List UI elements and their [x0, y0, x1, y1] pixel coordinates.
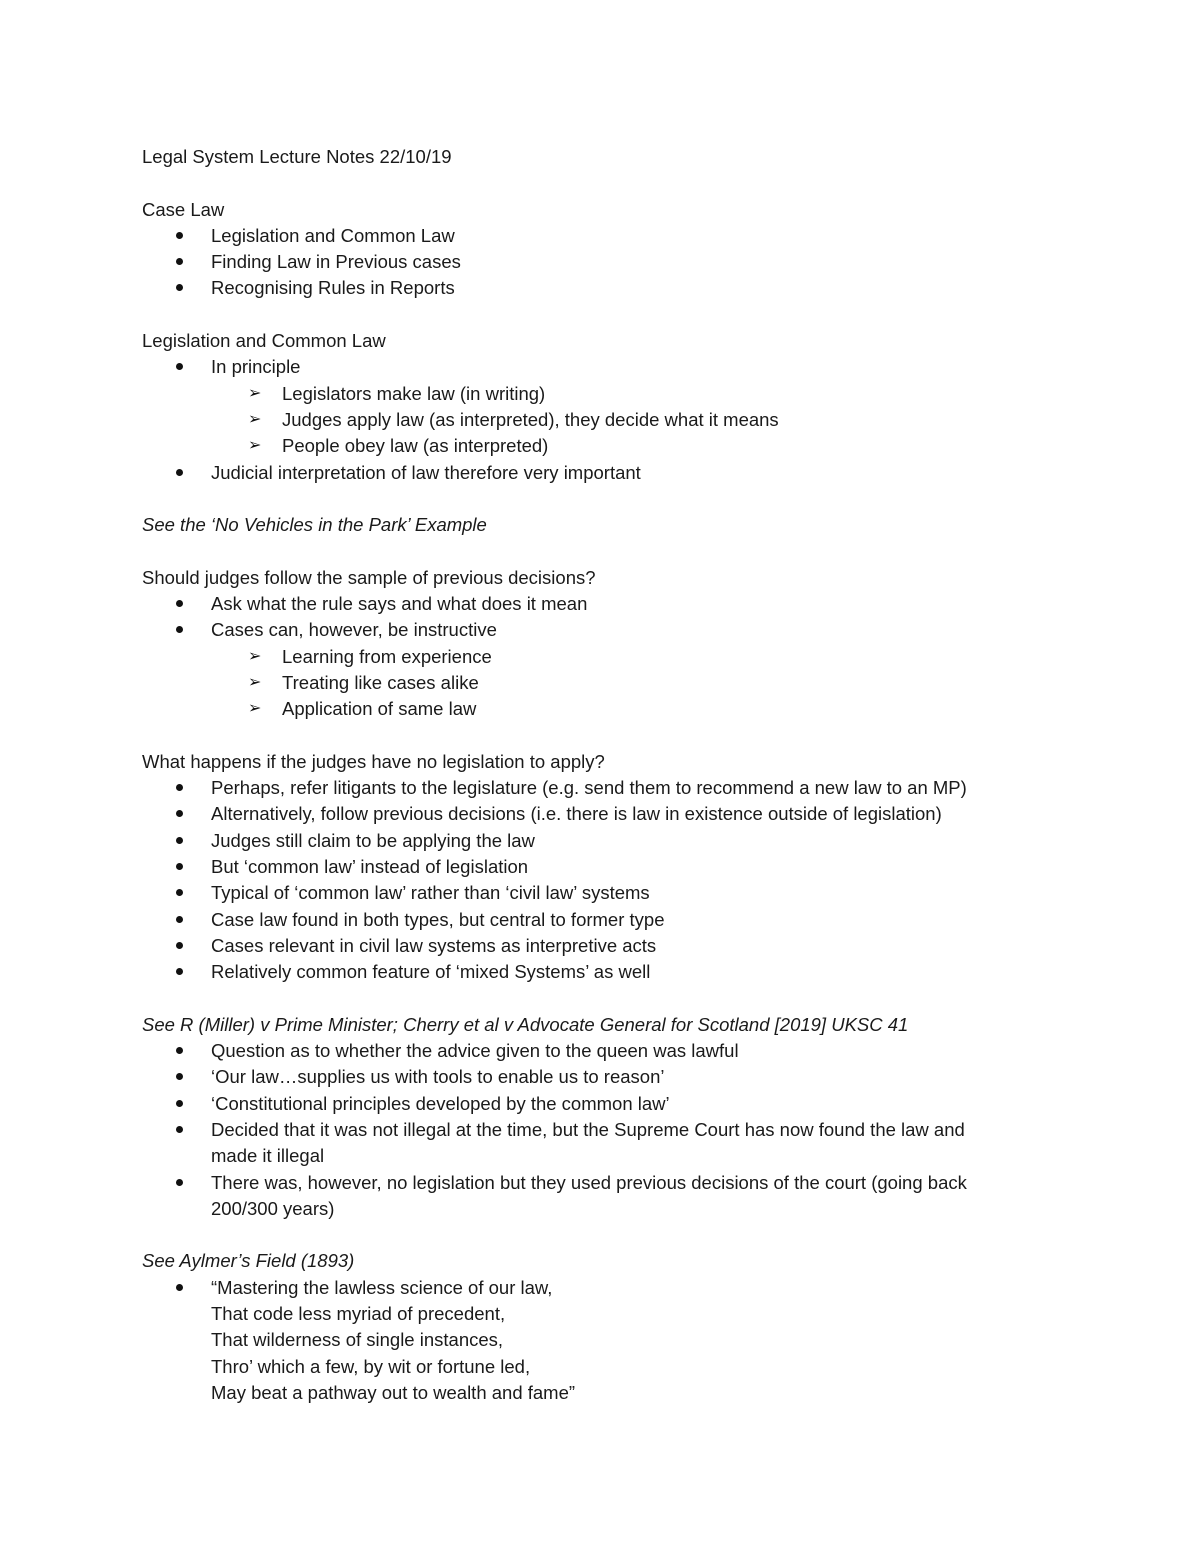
aylmer-heading: See Aylmer’s Field (1893) — [142, 1250, 355, 1272]
list-item-continuation: 200/300 years) — [211, 1197, 335, 1219]
bullet-icon — [176, 1100, 183, 1107]
arrow-bullet-icon: ➢ — [248, 384, 262, 402]
sub-list-item: ➢ Learning from experience — [142, 644, 1042, 670]
list-item: ‘Constitutional principles developed by the common law’ — [142, 1091, 1042, 1117]
list-item: Question as to whether the advice given to the queen was lawful — [142, 1038, 1042, 1064]
list-item: Recognising Rules in Reports — [142, 275, 1042, 301]
verse-line: That wilderness of single instances, — [211, 1329, 504, 1351]
arrow-bullet-icon: ➢ — [248, 673, 262, 691]
verse-line: “Mastering the lawless science of our law, — [142, 1275, 1042, 1301]
list-item: Cases can, however, be instructive — [142, 617, 1042, 643]
list-item: Decided that it was not illegal at the time, but the Supreme Court has now found the law and — [142, 1117, 1042, 1143]
bullet-icon — [176, 837, 183, 844]
list-item: Ask what the rule says and what does it mean — [142, 591, 1042, 617]
bullet-icon — [176, 863, 183, 870]
bullet-icon — [176, 363, 183, 370]
sub-list-item: ➢ Legislators make law (in writing) — [142, 381, 1042, 407]
bullet-icon — [176, 284, 183, 291]
arrow-bullet-icon: ➢ — [248, 437, 262, 455]
sub-list-item: ➢ Judges apply law (as interpreted), they decide what it means — [142, 407, 1042, 433]
list-item: Cases relevant in civil law systems as interpretive acts — [142, 933, 1042, 959]
legislation-heading: Legislation and Common Law — [142, 330, 386, 352]
list-item: Finding Law in Previous cases — [142, 249, 1042, 275]
bullet-icon — [176, 784, 183, 791]
sub-list-item: ➢ Treating like cases alike — [142, 670, 1042, 696]
bullet-icon — [176, 469, 183, 476]
arrow-bullet-icon: ➢ — [248, 700, 262, 718]
list-item: Perhaps, refer litigants to the legislature (e.g. send them to recommend a new law to an MP) — [142, 775, 1042, 801]
list-item: But ‘common law’ instead of legislation — [142, 854, 1042, 880]
verse-line: Thro’ which a few, by wit or fortune led, — [211, 1355, 531, 1377]
bullet-icon — [176, 626, 183, 633]
bullet-icon — [176, 1073, 183, 1080]
list-item: There was, however, no legislation but they used previous decisions of the court (going back — [142, 1170, 1042, 1196]
bullet-icon — [176, 1047, 183, 1054]
document-page — [142, 144, 1042, 1406]
list-item: Typical of ‘common law’ rather than ‘civil law’ systems — [142, 880, 1042, 906]
bullet-icon — [176, 968, 183, 975]
list-item: ‘Our law…supplies us with tools to enable us to reason’ — [142, 1064, 1042, 1090]
list-item: Case law found in both types, but central to former type — [142, 907, 1042, 933]
list-item: Relatively common feature of ‘mixed Systems’ as well — [142, 959, 1042, 985]
bullet-icon — [176, 600, 183, 607]
should-judges-heading: Should judges follow the sample of previous decisions? — [142, 566, 596, 588]
verse-line: May beat a pathway out to wealth and fame” — [211, 1381, 576, 1403]
sub-list-item: ➢ Application of same law — [142, 696, 1042, 722]
bullet-icon — [176, 916, 183, 923]
bullet-icon — [176, 942, 183, 949]
bullet-icon — [176, 1179, 183, 1186]
list-item: Legislation and Common Law — [142, 223, 1042, 249]
list-item: Alternatively, follow previous decisions (i.e. there is law in existence outside of legislation) — [142, 801, 1042, 827]
sub-list-item: ➢ People obey law (as interpreted) — [142, 433, 1042, 459]
list-item-continuation: made it illegal — [211, 1145, 325, 1167]
bullet-icon — [176, 232, 183, 239]
bullet-icon — [176, 258, 183, 265]
bullet-icon — [176, 889, 183, 896]
what-happens-heading: What happens if the judges have no legislation to apply? — [142, 750, 605, 772]
document-title: Legal System Lecture Notes 22/10/19 — [142, 146, 452, 167]
bullet-icon — [176, 810, 183, 817]
verse-line: That code less myriad of precedent, — [211, 1303, 506, 1325]
bullet-icon — [176, 1284, 183, 1291]
list-item: Judicial interpretation of law therefore very important — [142, 460, 1042, 486]
arrow-bullet-icon: ➢ — [248, 647, 262, 665]
list-item: Judges still claim to be applying the law — [142, 828, 1042, 854]
bullet-icon — [176, 1126, 183, 1133]
see-park-example: See the ‘No Vehicles in the Park’ Example — [142, 514, 487, 536]
arrow-bullet-icon: ➢ — [248, 410, 262, 428]
list-item: In principle — [142, 354, 1042, 380]
miller-case-heading: See R (Miller) v Prime Minister; Cherry et al v Advocate General for Scotland [2019] UKSC 41 — [142, 1013, 909, 1035]
case-law-heading: Case Law — [142, 198, 225, 220]
